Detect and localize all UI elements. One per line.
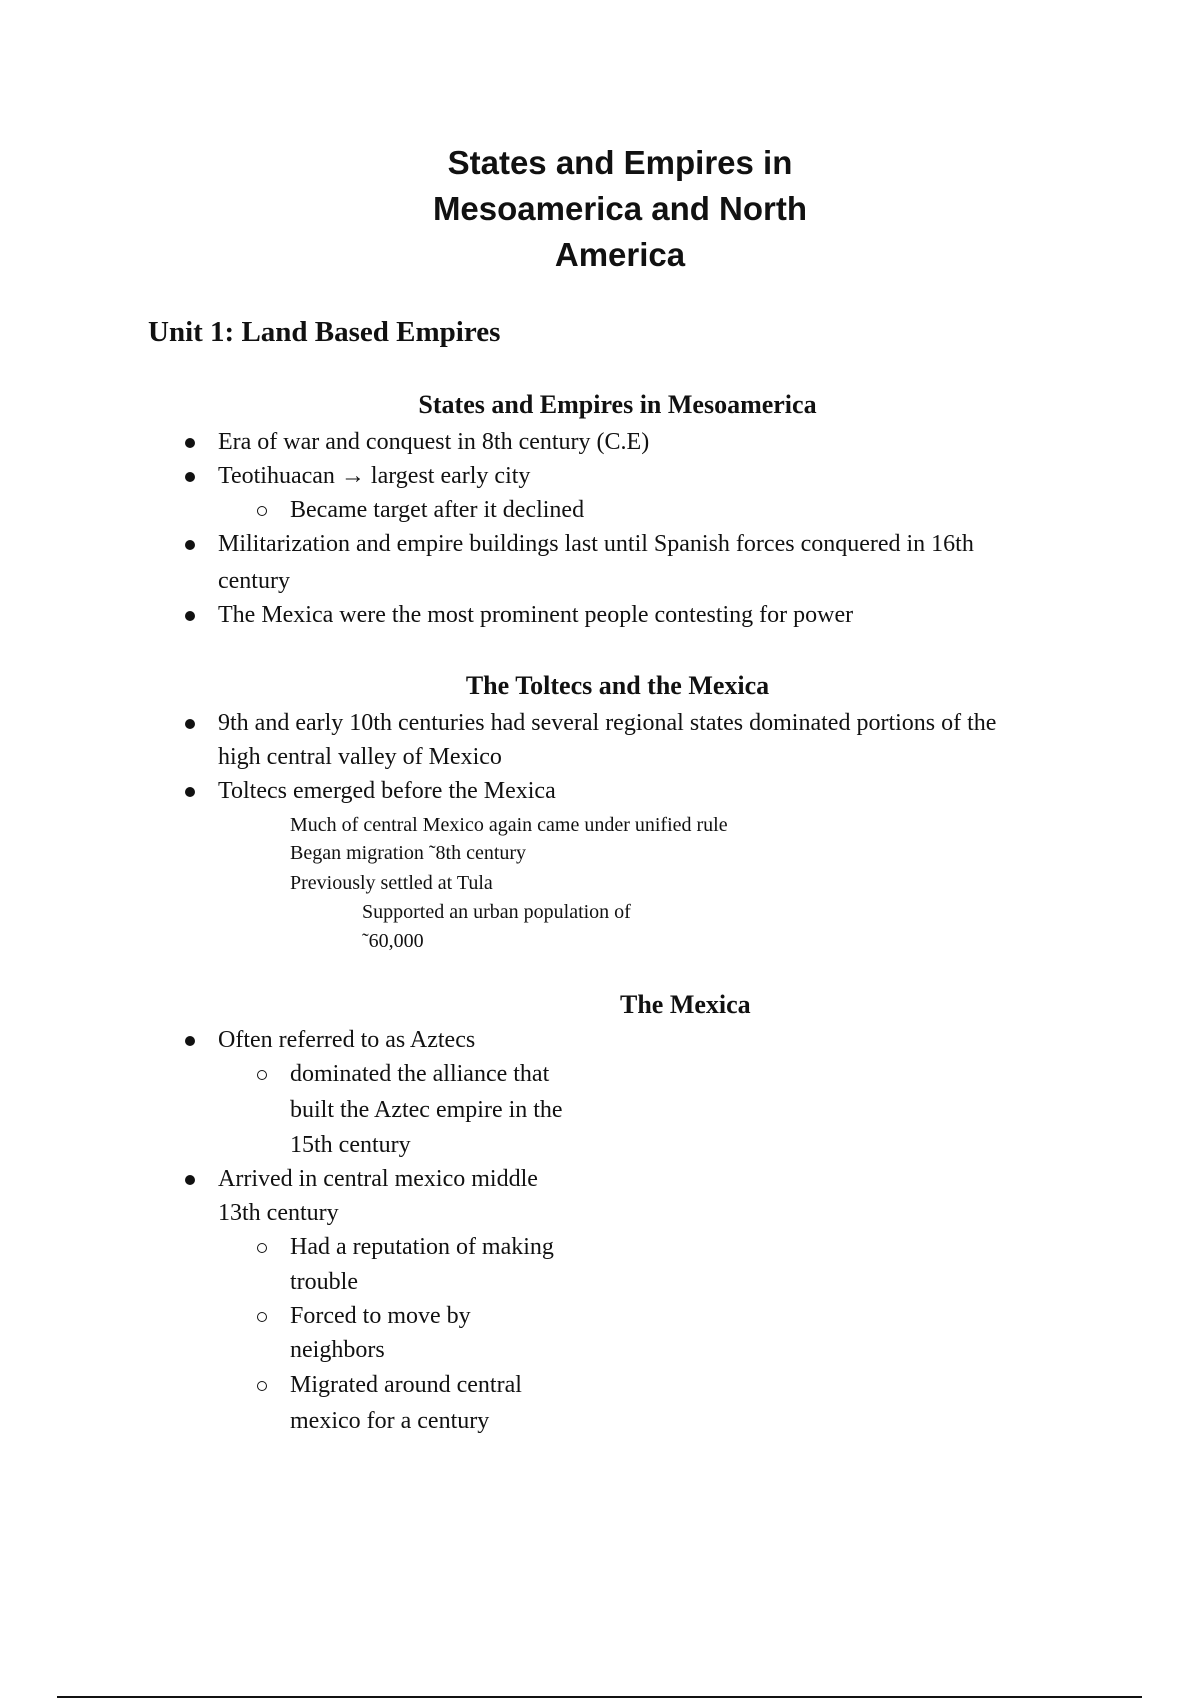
list-item: The Mexica were the most prominent people contesting for power <box>218 602 854 628</box>
title-line: States and Empires in <box>447 144 793 181</box>
list-item-continuation: high central valley of Mexico <box>218 744 502 770</box>
bullet-icon <box>185 540 195 550</box>
note-line: ˜60,000 <box>362 930 424 952</box>
unit-heading: Unit 1: Land Based Empires <box>148 316 501 348</box>
sub-bullet-icon <box>257 506 267 516</box>
list-item-continuation: century <box>218 568 290 594</box>
document-title <box>0 140 1200 278</box>
section-heading-mesoamerica: States and Empires in Mesoamerica <box>418 390 817 419</box>
bullet-icon <box>185 611 195 621</box>
bullet-icon <box>185 472 195 482</box>
list-item-continuation: trouble <box>290 1269 358 1295</box>
bullet-icon <box>185 1175 195 1185</box>
list-item-continuation: neighbors <box>290 1337 385 1363</box>
list-item: Became target after it declined <box>290 497 585 523</box>
list-item-continuation: 15th century <box>290 1132 411 1158</box>
bullet-icon <box>185 438 195 448</box>
title-line: America <box>554 236 686 273</box>
list-item-continuation: 13th century <box>218 1200 339 1226</box>
sub-bullet-icon <box>257 1243 267 1253</box>
list-item: Migrated around central <box>290 1372 522 1398</box>
list-item: Era of war and conquest in 8th century (C.E) <box>218 429 650 455</box>
bullet-icon <box>185 787 195 797</box>
sub-bullet-icon <box>257 1381 267 1391</box>
note-line: Much of central Mexico again came under unified rule <box>290 814 728 836</box>
note-line: Began migration ˜8th century <box>290 842 527 864</box>
list-item: Forced to move by <box>290 1303 471 1329</box>
bullet-icon <box>185 1036 195 1046</box>
list-item-continuation: mexico for a century <box>290 1408 490 1434</box>
list-item: Had a reputation of making <box>290 1234 554 1260</box>
list-item: Arrived in central mexico middle <box>218 1166 538 1192</box>
section-heading-mexica: The Mexica <box>620 990 751 1019</box>
list-item: Teotihuacan → largest early city <box>218 463 531 489</box>
list-item: dominated the alliance that <box>290 1061 550 1087</box>
bullet-icon <box>185 719 195 729</box>
list-item: Often referred to as Aztecs <box>218 1027 476 1053</box>
sub-bullet-icon <box>257 1312 267 1322</box>
list-item: Militarization and empire buildings last until Spanish forces conquered in 16th <box>218 531 974 557</box>
section-heading-toltecs: The Toltecs and the Mexica <box>465 671 770 700</box>
title-line: Mesoamerica and North <box>432 190 808 227</box>
sub-bullet-icon <box>257 1070 267 1080</box>
list-item-continuation: built the Aztec empire in the <box>290 1097 563 1123</box>
note-line: Supported an urban population of <box>362 901 631 923</box>
footer-divider <box>57 1696 1142 1698</box>
list-item: Toltecs emerged before the Mexica <box>218 778 556 804</box>
note-line: Previously settled at Tula <box>290 872 493 894</box>
list-item: 9th and early 10th centuries had several regional states dominated portions of the <box>218 710 997 736</box>
